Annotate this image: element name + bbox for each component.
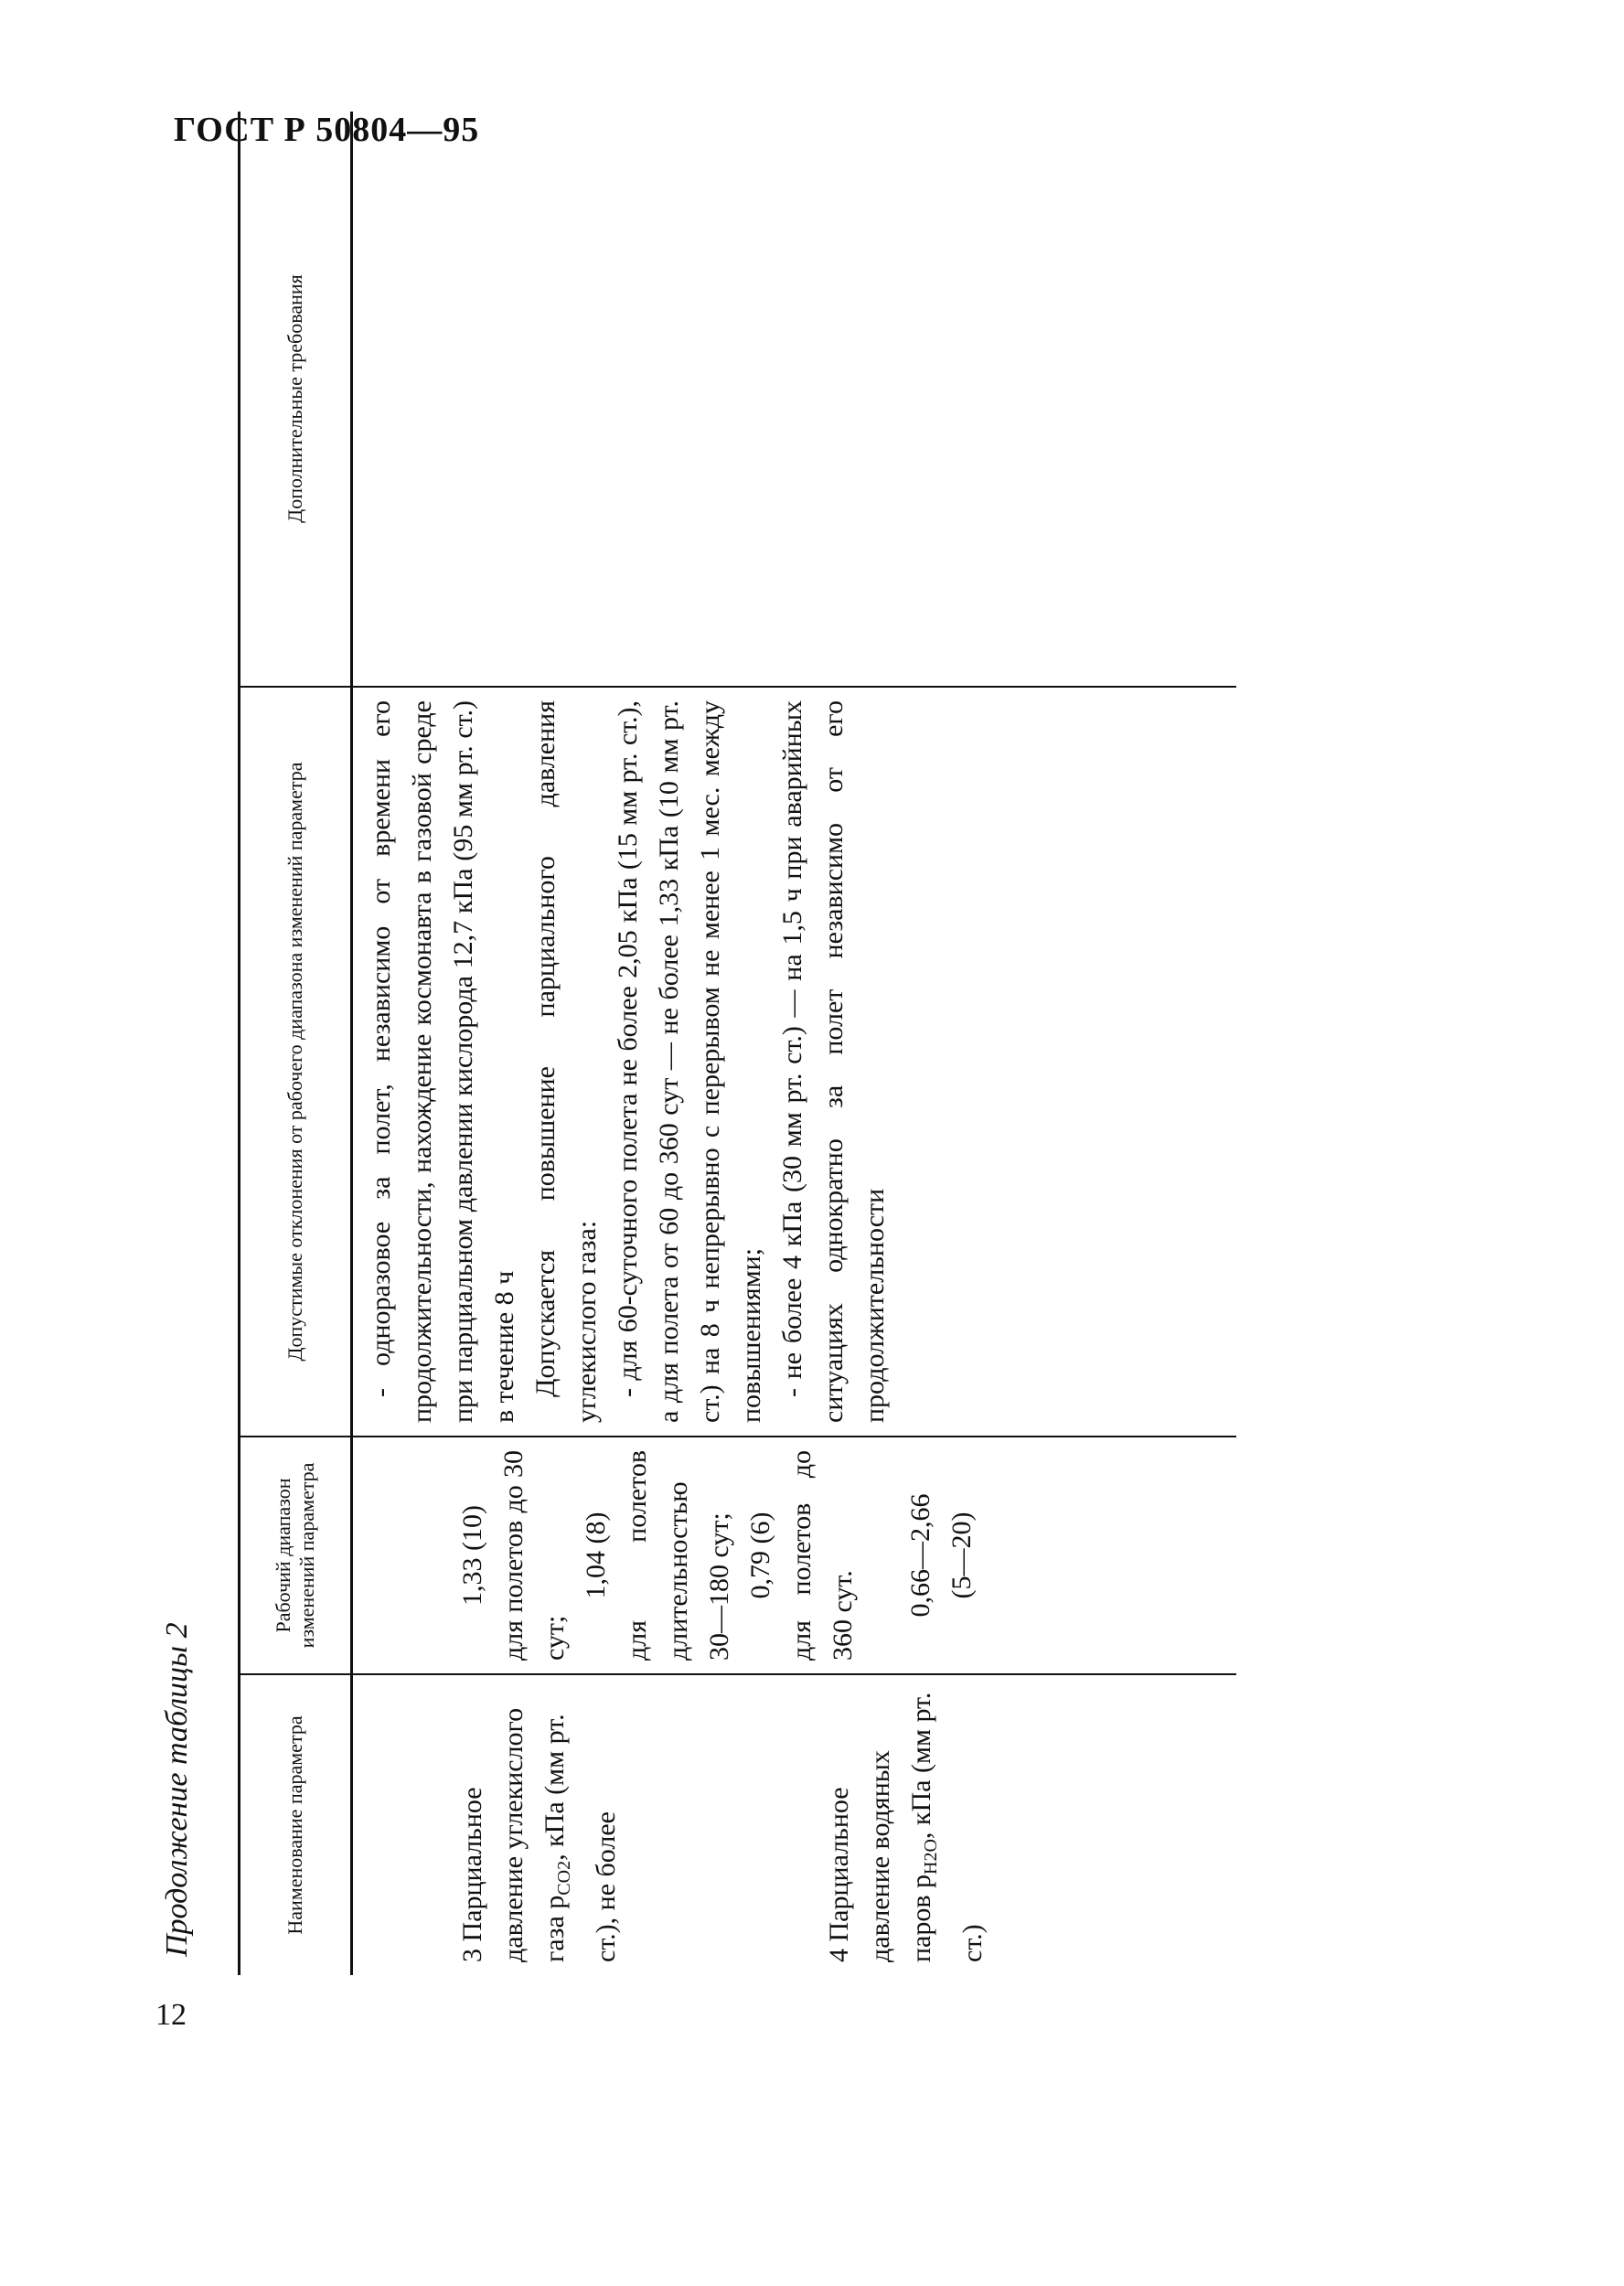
parameter-3-name: 3 Парциальное давление углекислого газа $p_{CO2}$, кПа (мм рт. ст.), не более [457, 1707, 621, 1962]
deviation-paragraph: - для 60-суточного полета не более 2,05 кПа (15 мм рт. ст.), а для полета от 60 до 360 сут — не более 1,33 кПа (10 мм рт. ст.) на 8 ч непрерывно с перерывом не менее 1 мес. между повышениями; [613, 700, 766, 1423]
page-number: 12 [155, 1998, 187, 2032]
table-continuation-caption: Продолжение таблицы 2 [160, 1622, 194, 1957]
document-header: ГОСТ Р 50804—95 [174, 111, 480, 149]
parameters-table [238, 112, 1236, 1975]
parameter-4-name: 4 Парциальное давление водяных паров $p_{H2O}$, кПа (мм рт. ст.) [824, 1692, 988, 1962]
deviation-paragraph: - не более 4 кПа (30 мм рт. ст.) — на 1,5 ч при аварийных ситуациях однократно за полет независимо от его продолжительности [777, 700, 890, 1423]
deviation-paragraph: Допускается повышение парциального давления углекислого газа: [530, 700, 602, 1423]
table-row [352, 112, 1237, 1975]
deviations-cell [352, 687, 1237, 1437]
parameter-name-cell [352, 1674, 1237, 1975]
rotated-table-block [160, 219, 1321, 1975]
parameter-4-range: 0,66—2,66 (5—20) [905, 1493, 977, 1618]
additional-requirements-cell [352, 112, 1237, 687]
table-header-row [240, 112, 352, 1975]
header-parameter-name: Наименование параметра [240, 1674, 352, 1975]
deviation-paragraph: - одноразовое за полет, независимо от времени его продолжительности, нахождение космонавта в газовой среде при парциальном давлении кислорода 12,7 кПа (95 мм рт. ст.) в течение 8 ч [366, 700, 519, 1423]
header-additional-requirements: Дополнительные требования [240, 112, 352, 687]
header-allowed-deviations: Допустимые отклонения от рабочего диапазона изменений параметра [240, 687, 352, 1437]
header-working-range: Рабочий диапазон изменений параметра [240, 1437, 352, 1674]
working-range-cell [352, 1437, 1237, 1674]
parameter-3-range: 1,33 (10) для полетов до 30 сут; 1,04 (8) для полетов длительностью 30—180 сут; 0,79 (6) для полетов до 360 сут. [457, 1450, 858, 1661]
